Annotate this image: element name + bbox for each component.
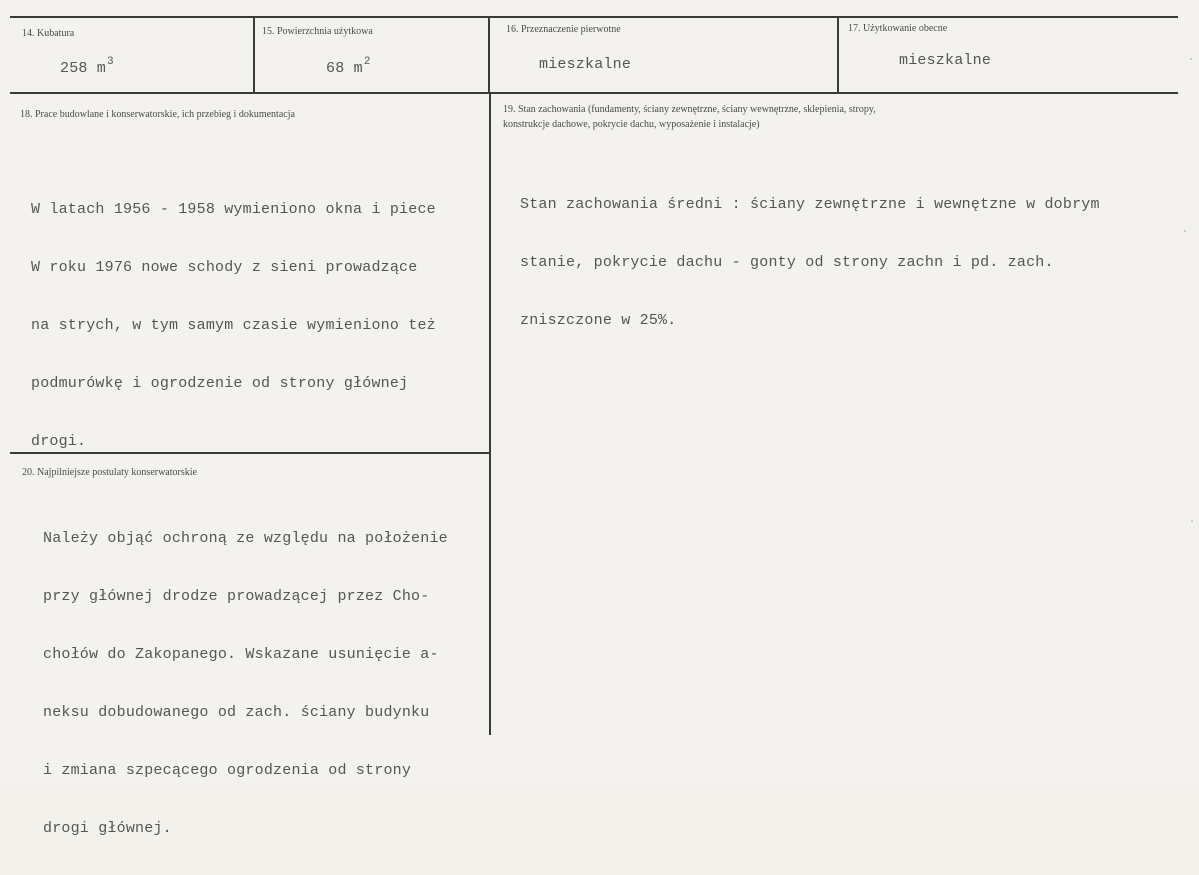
kubatura-label: 14. Kubatura	[22, 28, 75, 39]
prace-line: W latach 1956 - 1958 wymieniono okna i piece	[31, 201, 436, 218]
kubatura-number: 258 m	[60, 60, 107, 77]
powierzchnia-value	[326, 56, 371, 77]
prace-label: 18. Prace budowlane i konserwatorskie, ich przebieg i dokumentacja	[20, 109, 295, 120]
postulaty-line: i zmiana szpecącego ogrodzenia od strony	[43, 762, 412, 779]
stan-line: stanie, pokrycie dachu - gonty od strony zachn i pd. zach.	[520, 254, 1054, 271]
prace-line: podmurówkę i ogrodzenie od strony głównej	[31, 375, 409, 392]
postulaty-label: 20. Najpilniejsze postulaty konserwatorskie	[22, 467, 197, 478]
postulaty-line: przy głównej drodze prowadzącej przez Cho-	[43, 588, 430, 605]
uzytkowanie-value: mieszkalne	[899, 52, 992, 69]
paper-speck	[1184, 230, 1186, 232]
powierzchnia-label: 15. Powierzchnia użytkowa	[262, 26, 373, 37]
stan-line: Stan zachowania średni : ściany zewnętrzne i wewnętzne w dobrym	[520, 196, 1100, 213]
stan-label-line2: konstrukcje dachowe, pokrycie dachu, wyposażenie i instalacje)	[503, 119, 760, 130]
stan-text	[520, 159, 1100, 367]
paper-speck	[1191, 520, 1193, 522]
stan-line: zniszczone w 25%.	[520, 312, 677, 329]
top-border-line	[10, 16, 1178, 18]
prace-line: na strych, w tym samym czasie wymieniono też	[31, 317, 436, 334]
divider-przeznaczenie-uzytkowanie	[837, 17, 839, 93]
przeznaczenie-label: 16. Przeznaczenie pierwotne	[506, 24, 621, 35]
postulaty-line: neksu dobudowanego od zach. ściany budynku	[43, 704, 430, 721]
powierzchnia-number: 68 m	[326, 60, 363, 77]
postulaty-line: drogi głównej.	[43, 820, 172, 837]
prace-text	[31, 164, 436, 488]
header-divider-line	[10, 92, 1178, 94]
kubatura-exponent: 3	[107, 56, 114, 68]
postulaty-text	[43, 493, 448, 875]
postulaty-line: chołów do Zakopanego. Wskazane usunięcie a-	[43, 646, 439, 663]
kubatura-value	[60, 56, 114, 77]
divider-powierzchnia-przeznaczenie	[488, 17, 490, 93]
postulaty-line: Należy objąć ochroną ze względu na położenie	[43, 530, 448, 547]
stan-label-line1: 19. Stan zachowania (fundamenty, ściany zewnętrzne, ściany wewnętrzne, sklepienia, stropy,	[503, 104, 876, 115]
paper-speck	[1190, 58, 1192, 60]
main-column-divider	[489, 92, 491, 735]
powierzchnia-exponent: 2	[363, 56, 371, 68]
prace-line: W roku 1976 nowe schody z sieni prowadzące	[31, 259, 418, 276]
prace-line: drogi.	[31, 433, 87, 450]
uzytkowanie-label: 17. Użytkowanie obecne	[848, 23, 948, 34]
divider-kubatura-powierzchnia	[253, 17, 255, 93]
przeznaczenie-value: mieszkalne	[539, 56, 632, 73]
